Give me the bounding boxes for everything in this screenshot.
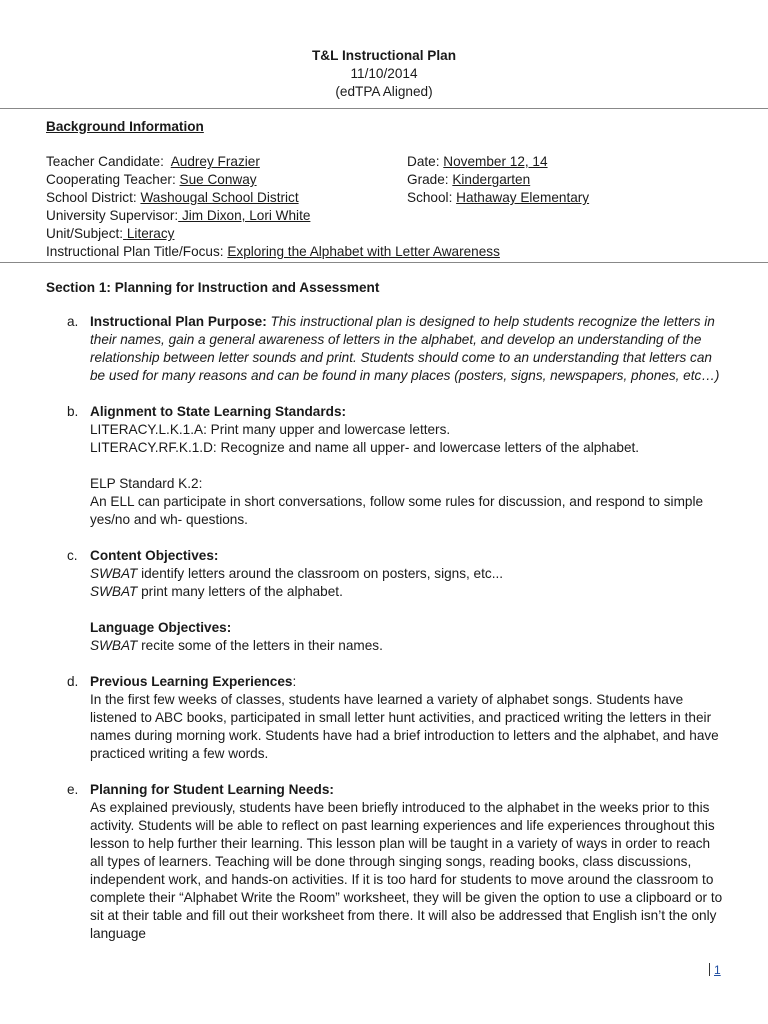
plan-title-value: Exploring the Alphabet with Letter Awareness bbox=[227, 244, 500, 259]
date-field bbox=[407, 153, 548, 171]
info-row bbox=[46, 243, 746, 261]
language-objective-1 bbox=[90, 637, 726, 655]
unit-subject-value: Literacy bbox=[126, 226, 175, 241]
document-date: 11/10/2014 bbox=[350, 66, 418, 81]
cooperating-teacher-label: Cooperating Teacher: bbox=[46, 172, 176, 187]
language-objectives-label: Language Objectives: bbox=[90, 620, 232, 635]
learning-needs-text: As explained previously, students have been briefly introduced to the alphabet in the weeks prior to this activity. Students will be able to reflect on past learning experiences and life experiences throughout this lesson to help further their learning. This lesson plan will be taught in a variety of ways in order to reach all types of learners. Teaching will be done through singing songs, reading books, class discussions, independent work, and hands-on activities. If it is too hard for students to move around the classroom to complete their “Alphabet Write the Room” worksheet, they will be given the option to use a clipboard or to sit at their table and fill out their worksheet from there. It will also be addressed that English isn’t the only language bbox=[90, 800, 723, 941]
list-marker: b. bbox=[67, 404, 79, 419]
info-row bbox=[46, 207, 746, 225]
date-value: November 12, 14 bbox=[443, 154, 548, 169]
document-header bbox=[0, 47, 768, 101]
objective-text: print many letters of the alphabet. bbox=[137, 584, 343, 599]
purpose-text: This instructional plan is designed to help students recognize the letters in their names, gain a general awareness of letters in the alphabet, and develop an understanding of the relationship between letter sounds and print. Students should come to an understanding that letters can be used for many reasons and can be found in many places (posters, signs, newspapers, phones, etc…) bbox=[90, 314, 720, 383]
previous-learning-heading: Previous Learning Experiences: bbox=[90, 674, 297, 689]
university-supervisor-field bbox=[46, 207, 310, 225]
swbat-text: SWBAT bbox=[90, 566, 138, 581]
standard-1: LITERACY.L.K.1.A: Print many upper and lowercase letters. bbox=[90, 422, 451, 437]
university-supervisor-value: Jim Dixon, Lori White bbox=[181, 208, 311, 223]
background-info bbox=[46, 153, 746, 261]
school-label: School: bbox=[407, 190, 453, 205]
teacher-candidate-field bbox=[46, 153, 260, 171]
unit-subject-field bbox=[46, 225, 174, 243]
swbat-text: SWBAT bbox=[90, 638, 138, 653]
date-label: Date: bbox=[407, 154, 440, 169]
list-marker: e. bbox=[67, 782, 79, 797]
content-objective-1 bbox=[90, 565, 726, 583]
cooperating-teacher-value: Sue Conway bbox=[179, 172, 257, 187]
elp-standard-text: An ELL can participate in short conversations, follow some rules for discussion, and respond to simple yes/no and wh- questions. bbox=[90, 494, 704, 527]
previous-learning-text: In the first few weeks of classes, students have learned a variety of alphabet songs. Students have listened to ABC books, participated in small letter hunt activities, and practiced writing the letters in their names during morning work. Students have had a brief introduction to letters and the alphabet, and have practiced writing a few words. bbox=[90, 692, 719, 761]
footer-divider bbox=[709, 963, 710, 976]
list-marker: d. bbox=[67, 674, 79, 689]
teacher-candidate-label: Teacher Candidate: bbox=[46, 154, 164, 169]
header-divider bbox=[0, 108, 768, 109]
list-item-previous-learning bbox=[46, 673, 726, 763]
content-objective-2 bbox=[90, 583, 726, 601]
university-supervisor-label: University Supervisor: bbox=[46, 208, 179, 223]
plan-title-field bbox=[46, 243, 500, 261]
list-marker: a. bbox=[67, 314, 79, 329]
section-divider bbox=[0, 262, 768, 263]
document-title: T&L Instructional Plan bbox=[311, 48, 456, 63]
learning-needs-label: Planning for Student Learning Needs: bbox=[90, 782, 334, 797]
info-row bbox=[46, 225, 746, 243]
objective-text: recite some of the letters in their names. bbox=[137, 638, 383, 653]
grade-label: Grade: bbox=[407, 172, 449, 187]
school-district-value: Washougal School District bbox=[140, 190, 299, 205]
previous-learning-label: Previous Learning Experiences bbox=[90, 674, 293, 689]
list-item-objectives bbox=[46, 547, 726, 655]
info-row bbox=[46, 189, 746, 207]
purpose-label: Instructional Plan Purpose: bbox=[90, 314, 267, 329]
school-district-label: School District: bbox=[46, 190, 137, 205]
list-marker: c. bbox=[67, 548, 78, 563]
content-objectives-label: Content Objectives: bbox=[90, 548, 219, 563]
cooperating-teacher-field bbox=[46, 171, 257, 189]
info-row bbox=[46, 171, 746, 189]
document-subtitle: (edTPA Aligned) bbox=[335, 84, 433, 99]
page-number[interactable]: 1 bbox=[714, 963, 721, 977]
grade-value: Kindergarten bbox=[452, 172, 531, 187]
list-item-purpose bbox=[46, 313, 726, 385]
section-1-list bbox=[46, 313, 726, 961]
grade-field bbox=[407, 171, 530, 189]
unit-subject-label: Unit/Subject: bbox=[46, 226, 124, 241]
school-district-field bbox=[46, 189, 299, 207]
plan-title-label: Instructional Plan Title/Focus: bbox=[46, 244, 224, 259]
teacher-candidate-value: Audrey Frazier bbox=[170, 154, 260, 169]
standard-2: LITERACY.RF.K.1.D: Recognize and name all upper- and lowercase letters of the alphabet. bbox=[90, 440, 640, 455]
section-1-heading: Section 1: Planning for Instruction and Assessment bbox=[46, 280, 380, 295]
purpose-paragraph bbox=[90, 313, 726, 385]
school-value: Hathaway Elementary bbox=[456, 190, 590, 205]
list-item-learning-needs bbox=[46, 781, 726, 943]
background-heading: Background Information bbox=[46, 119, 204, 134]
objective-text: identify letters around the classroom on posters, signs, etc... bbox=[137, 566, 504, 581]
list-item-standards bbox=[46, 403, 726, 529]
school-field bbox=[407, 189, 589, 207]
page-footer bbox=[709, 961, 721, 979]
info-row bbox=[46, 153, 746, 171]
elp-standard-title: ELP Standard K.2: bbox=[90, 476, 203, 491]
standards-label: Alignment to State Learning Standards: bbox=[90, 404, 347, 419]
swbat-text: SWBAT bbox=[90, 584, 138, 599]
